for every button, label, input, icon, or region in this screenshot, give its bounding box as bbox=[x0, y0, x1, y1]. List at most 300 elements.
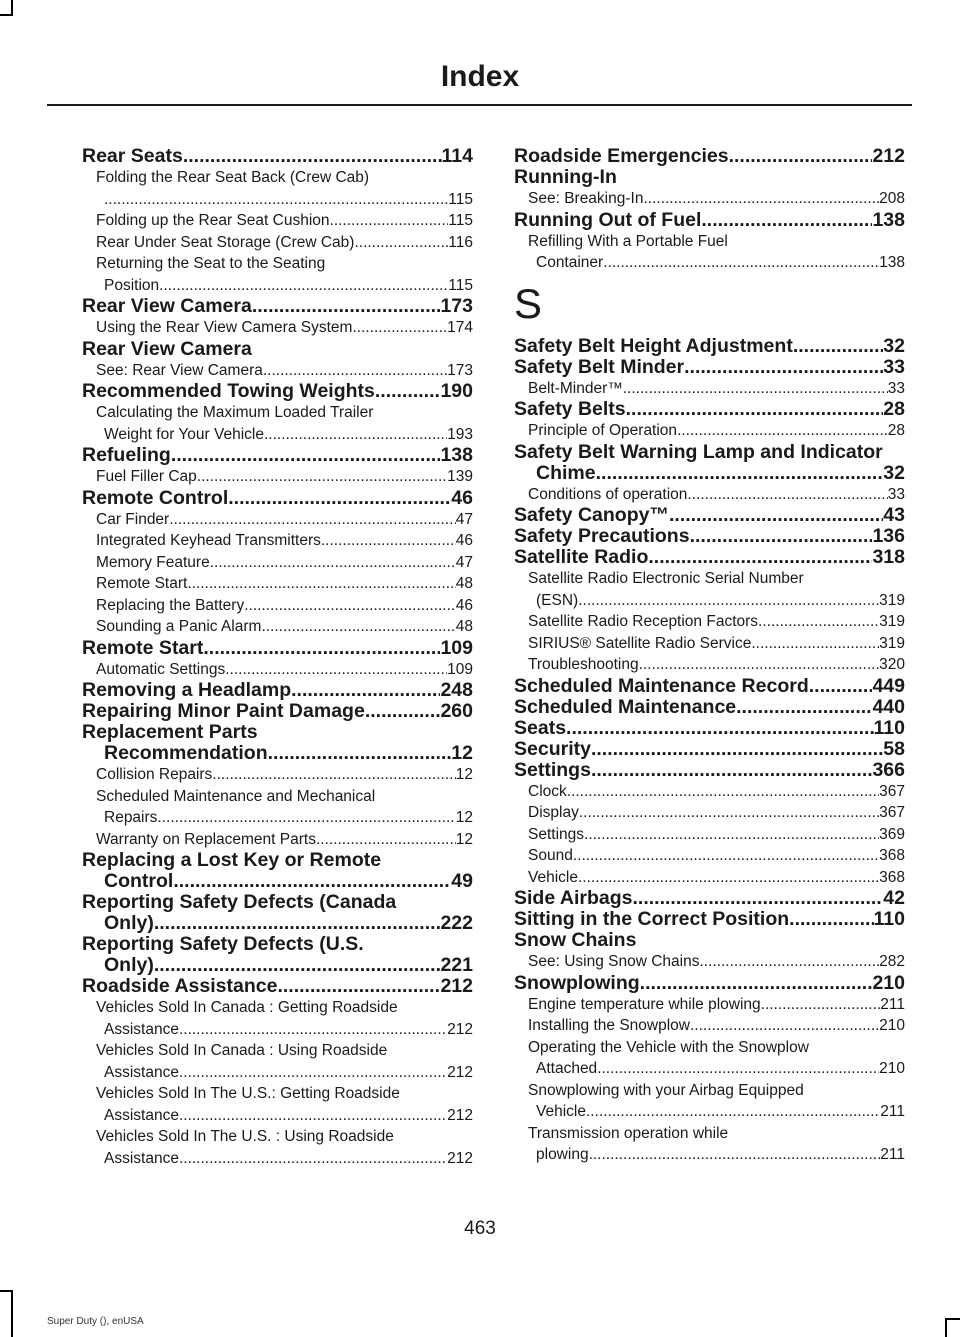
dot-leader bbox=[179, 1148, 447, 1170]
page-reference: 110 bbox=[873, 908, 905, 930]
dot-leader bbox=[789, 909, 873, 930]
page-reference: 222 bbox=[440, 912, 473, 934]
entry-text: Installing the Snowplow bbox=[528, 1017, 690, 1034]
entry-text: Folding up the Rear Seat Cushion bbox=[96, 212, 330, 229]
page-reference: 33 bbox=[887, 379, 905, 397]
entry-text: Display bbox=[528, 804, 579, 821]
entry-text: See: Rear View Camera bbox=[96, 361, 263, 379]
entry-text: Sound bbox=[528, 847, 573, 864]
dot-leader bbox=[154, 955, 441, 976]
index-subentry bbox=[514, 951, 905, 973]
index-subentry bbox=[514, 611, 905, 633]
index-subentry bbox=[514, 590, 905, 612]
index-subentry: Refilling With a Portable Fuel bbox=[528, 232, 728, 250]
page-reference: 369 bbox=[879, 825, 905, 843]
dot-leader bbox=[591, 739, 883, 760]
page-reference: 46 bbox=[455, 596, 473, 614]
index-subentry bbox=[82, 466, 473, 488]
dot-leader bbox=[648, 547, 872, 568]
index-entry bbox=[514, 146, 905, 167]
index-entry bbox=[514, 357, 905, 378]
page-reference: 48 bbox=[455, 575, 473, 592]
index-entry: Snow Chains bbox=[514, 929, 637, 951]
index-entry bbox=[82, 381, 473, 402]
index-entry bbox=[82, 976, 473, 997]
entry-text: Remote Start bbox=[96, 575, 188, 592]
entry-text: Integrated Keyhead Transmitters bbox=[96, 532, 321, 549]
page-reference: 32 bbox=[883, 461, 905, 484]
page-reference: 368 bbox=[879, 868, 905, 886]
entry-text: Attached bbox=[536, 1060, 598, 1077]
page-reference: 114 bbox=[441, 145, 473, 167]
entry-text: Engine temperature while plowing bbox=[528, 995, 761, 1013]
dot-leader bbox=[603, 252, 879, 274]
entry-text: Troubleshooting bbox=[528, 656, 639, 673]
page-reference: 138 bbox=[879, 254, 905, 271]
entry-text: Belt-Minder™ bbox=[528, 379, 623, 397]
dot-leader bbox=[179, 1105, 447, 1127]
index-subentry bbox=[82, 764, 473, 786]
crop-mark-bottom-right-horizontal bbox=[945, 1318, 960, 1320]
page-reference: 211 bbox=[880, 1103, 905, 1120]
page-reference: 47 bbox=[455, 510, 473, 528]
dot-leader bbox=[203, 638, 440, 659]
entry-text: Scheduled Maintenance Record bbox=[514, 674, 809, 697]
index-entry bbox=[514, 739, 905, 760]
page-reference: 212 bbox=[447, 1106, 473, 1124]
index-entry bbox=[514, 336, 905, 357]
page-reference: 173 bbox=[447, 361, 473, 379]
index-subentry: Returning the Seat to the Seating bbox=[96, 255, 326, 272]
page-reference: 12 bbox=[451, 742, 473, 764]
index-subentry bbox=[82, 1019, 473, 1041]
dot-leader bbox=[690, 526, 873, 547]
page-reference: 174 bbox=[447, 319, 473, 336]
dot-leader bbox=[375, 381, 441, 402]
entry-text: Assistance bbox=[104, 1149, 179, 1167]
dot-leader bbox=[225, 659, 447, 681]
page-reference: 33 bbox=[883, 355, 905, 378]
index-subentry bbox=[514, 1101, 905, 1123]
index-subentry bbox=[514, 633, 905, 655]
page-reference: 43 bbox=[883, 504, 905, 526]
index-subentry bbox=[82, 275, 473, 297]
index-subentry bbox=[514, 420, 905, 442]
index-subentry bbox=[82, 530, 473, 552]
index-section-letter: S bbox=[514, 279, 543, 327]
index-subentry bbox=[514, 1144, 905, 1166]
index-entry: Rear View Camera bbox=[82, 337, 252, 360]
entry-text: Repairing Minor Paint Damage bbox=[82, 700, 365, 722]
index-subentry bbox=[82, 509, 473, 531]
entry-text: SIRIUS® Satellite Radio Service bbox=[528, 634, 752, 652]
entry-text: Automatic Settings bbox=[96, 660, 226, 678]
index-entry bbox=[514, 505, 905, 526]
dot-leader bbox=[643, 188, 879, 210]
entry-text: Security bbox=[514, 737, 591, 760]
index-subentry bbox=[82, 1062, 473, 1084]
index-subentry bbox=[82, 807, 473, 829]
page-reference: 139 bbox=[447, 468, 473, 485]
page-reference: 440 bbox=[872, 695, 905, 718]
page-reference: 449 bbox=[872, 674, 905, 697]
index-subentry: Vehicles Sold In The U.S.: Getting Roadside bbox=[96, 1085, 400, 1102]
dot-leader bbox=[736, 697, 872, 718]
index-entry: Running-In bbox=[514, 166, 617, 188]
index-subentry: Calculating the Maximum Loaded Trailer bbox=[96, 404, 374, 421]
dot-leader bbox=[597, 1058, 879, 1080]
index-entry bbox=[514, 676, 905, 697]
entry-text: Roadside Emergencies bbox=[514, 145, 729, 167]
page-reference: 248 bbox=[440, 679, 473, 701]
dot-leader bbox=[169, 509, 456, 531]
dot-leader bbox=[157, 807, 455, 829]
entry-text: Memory Feature bbox=[96, 553, 210, 571]
dot-leader bbox=[640, 973, 873, 994]
page-reference: 221 bbox=[440, 954, 473, 976]
entry-text: plowing bbox=[536, 1146, 589, 1163]
footer-text: Super Duty (), enUSA bbox=[47, 1316, 144, 1327]
entry-text: Repairs bbox=[104, 809, 158, 826]
page-reference: 115 bbox=[448, 276, 473, 294]
page-reference: 28 bbox=[887, 422, 905, 439]
page-reference: 193 bbox=[447, 425, 473, 443]
entry-text: (ESN) bbox=[536, 591, 579, 609]
page-reference: 282 bbox=[879, 953, 905, 970]
page-reference: 212 bbox=[447, 1063, 473, 1081]
index-entry: Reporting Safety Defects (Canada bbox=[82, 891, 397, 913]
page-reference: 47 bbox=[455, 553, 473, 571]
index-entry bbox=[82, 955, 473, 976]
index-subentry bbox=[514, 484, 905, 506]
index-subentry: Satellite Radio Electronic Serial Number bbox=[528, 570, 804, 587]
dot-leader bbox=[365, 701, 441, 722]
index-subentry bbox=[514, 654, 905, 676]
index-entry bbox=[82, 445, 473, 466]
entry-text: Snowplowing bbox=[514, 971, 640, 994]
entry-text: Safety Canopy™ bbox=[514, 504, 669, 526]
index-subentry bbox=[514, 1058, 905, 1080]
dot-leader bbox=[596, 463, 884, 484]
entry-text: Sitting in the Correct Position bbox=[514, 908, 790, 930]
page-reference: 366 bbox=[872, 758, 905, 781]
dot-leader bbox=[268, 743, 452, 764]
dot-leader bbox=[793, 336, 883, 357]
index-entry bbox=[514, 973, 905, 994]
dot-leader bbox=[632, 888, 883, 909]
page-reference: 210 bbox=[879, 1060, 905, 1077]
index-entry: Replacement Parts bbox=[82, 721, 258, 743]
dot-leader bbox=[183, 146, 442, 167]
entry-text: Satellite Radio Reception Factors bbox=[528, 613, 759, 630]
entry-text: Rear Seats bbox=[82, 145, 183, 167]
index-subentry bbox=[82, 210, 473, 232]
dot-leader bbox=[584, 824, 879, 846]
entry-text: Clock bbox=[528, 782, 567, 800]
page-reference: 212 bbox=[440, 975, 473, 997]
entry-text: Conditions of operation bbox=[528, 485, 688, 503]
page-reference: 136 bbox=[872, 525, 905, 547]
entry-text: Position bbox=[104, 276, 160, 294]
page-reference: 208 bbox=[879, 190, 905, 207]
index-entry bbox=[514, 547, 905, 568]
entry-text: Sounding a Panic Alarm bbox=[96, 618, 262, 635]
dot-leader bbox=[699, 951, 879, 973]
index-subentry bbox=[514, 378, 905, 400]
index-entry bbox=[82, 871, 473, 892]
dot-leader bbox=[261, 616, 455, 638]
page-reference: 138 bbox=[872, 208, 905, 231]
page-reference: 42 bbox=[883, 887, 905, 909]
index-column-right bbox=[514, 146, 905, 1166]
index-subentry: Transmission operation while bbox=[528, 1124, 729, 1142]
page-reference: 28 bbox=[883, 398, 905, 420]
index-entry bbox=[514, 210, 905, 231]
index-entry: Safety Belt Warning Lamp and Indicator bbox=[514, 440, 883, 463]
entry-text: Weight for Your Vehicle bbox=[104, 425, 264, 443]
dot-leader bbox=[291, 680, 440, 701]
dot-leader bbox=[758, 611, 879, 633]
page-reference: 12 bbox=[455, 766, 473, 783]
dot-leader bbox=[701, 210, 872, 231]
index-entry bbox=[82, 913, 473, 934]
entry-text: Assistance bbox=[104, 1020, 179, 1038]
dot-leader bbox=[354, 232, 448, 254]
page-reference: 210 bbox=[879, 1017, 905, 1034]
entry-text: Using the Rear View Camera System bbox=[96, 319, 353, 336]
index-entry: Reporting Safety Defects (U.S. bbox=[82, 933, 364, 955]
page-reference: 46 bbox=[451, 486, 473, 509]
header-divider bbox=[47, 104, 912, 106]
page-reference: 210 bbox=[872, 971, 905, 994]
dot-leader bbox=[252, 296, 441, 317]
index-entry bbox=[82, 680, 473, 701]
dot-leader bbox=[566, 718, 873, 739]
index-subentry bbox=[82, 189, 473, 211]
index-subentry bbox=[82, 1148, 473, 1170]
index-subentry bbox=[82, 659, 473, 681]
dot-leader bbox=[677, 420, 888, 442]
page-reference: 319 bbox=[879, 613, 905, 630]
crop-mark-bottom-right bbox=[945, 1318, 947, 1337]
entry-text: Container bbox=[536, 254, 604, 271]
page-reference: 212 bbox=[872, 145, 905, 167]
crop-mark-bottom-left-horizontal bbox=[0, 1290, 13, 1292]
index-entry bbox=[514, 526, 905, 547]
page-reference: 320 bbox=[879, 656, 905, 673]
index-subentry bbox=[514, 867, 905, 889]
page-reference: 319 bbox=[879, 591, 905, 609]
dot-leader bbox=[761, 994, 881, 1016]
dot-leader bbox=[623, 378, 888, 400]
entry-text: Running Out of Fuel bbox=[514, 208, 702, 231]
entry-text: Warranty on Replacement Parts bbox=[96, 830, 316, 848]
dot-leader bbox=[729, 146, 873, 167]
index-subentry bbox=[82, 552, 473, 574]
dot-leader bbox=[228, 488, 451, 509]
dot-leader bbox=[809, 676, 873, 697]
dot-leader bbox=[573, 845, 879, 867]
dot-leader bbox=[212, 764, 455, 786]
dot-leader bbox=[352, 317, 447, 339]
page-reference: 190 bbox=[440, 380, 473, 402]
dot-leader bbox=[104, 189, 448, 211]
entry-text: Safety Belt Minder bbox=[514, 355, 685, 378]
page-reference: 32 bbox=[883, 334, 905, 357]
dot-leader bbox=[171, 445, 441, 466]
entry-text: Settings bbox=[514, 758, 591, 781]
dot-leader bbox=[687, 484, 887, 506]
entry-text: Principle of Operation bbox=[528, 422, 678, 439]
index-subentry bbox=[82, 829, 473, 851]
index-subentry bbox=[82, 317, 473, 339]
dot-leader bbox=[591, 760, 873, 781]
entry-text: Roadside Assistance bbox=[82, 975, 278, 997]
page-reference: 212 bbox=[447, 1020, 473, 1038]
crop-mark-bottom-left bbox=[11, 1290, 13, 1337]
index-subentry bbox=[82, 232, 473, 254]
entry-text: Assistance bbox=[104, 1063, 179, 1081]
dot-leader bbox=[277, 976, 440, 997]
page-reference: 211 bbox=[880, 1146, 905, 1163]
crop-mark-top-horizontal bbox=[0, 14, 13, 16]
index-entry bbox=[82, 296, 473, 317]
entry-text: Safety Belt Height Adjustment bbox=[514, 334, 793, 357]
index-subentry bbox=[514, 845, 905, 867]
page-reference: 109 bbox=[447, 660, 473, 678]
index-entry bbox=[514, 399, 905, 420]
dot-leader bbox=[187, 573, 455, 595]
page-title: Index bbox=[440, 60, 520, 93]
crop-mark-top bbox=[11, 0, 13, 14]
index-entry bbox=[82, 488, 473, 509]
page-reference: 211 bbox=[880, 995, 905, 1013]
dot-leader bbox=[321, 530, 456, 552]
index-subentry bbox=[514, 1015, 905, 1037]
page-reference: 367 bbox=[879, 804, 905, 821]
dot-leader bbox=[669, 505, 883, 526]
dot-leader bbox=[316, 829, 456, 851]
page-number: 463 bbox=[464, 1218, 496, 1239]
index-subentry: Scheduled Maintenance and Mechanical bbox=[96, 787, 376, 805]
page-reference: 12 bbox=[455, 809, 473, 826]
index-subentry: Snowplowing with your Airbag Equipped bbox=[528, 1081, 804, 1099]
index-subentry bbox=[82, 424, 473, 446]
index-entry bbox=[82, 146, 473, 167]
index-subentry bbox=[82, 595, 473, 617]
page-reference: 212 bbox=[447, 1149, 473, 1167]
dot-leader bbox=[244, 595, 456, 617]
page-reference: 116 bbox=[448, 233, 473, 251]
entry-text: Rear Under Seat Storage (Crew Cab) bbox=[96, 233, 355, 251]
page-reference: 109 bbox=[440, 636, 473, 659]
index-subentry: Vehicles Sold In The U.S. : Using Roadside bbox=[96, 1128, 394, 1145]
entry-text: Chime bbox=[536, 461, 596, 484]
dot-leader bbox=[264, 424, 447, 446]
index-subentry bbox=[514, 824, 905, 846]
index-subentry bbox=[514, 781, 905, 803]
dot-leader bbox=[173, 871, 451, 892]
page-reference: 318 bbox=[872, 546, 905, 568]
index-subentry bbox=[514, 188, 905, 210]
dot-leader bbox=[639, 654, 880, 676]
entry-text: Scheduled Maintenance bbox=[514, 695, 737, 718]
index-entry bbox=[514, 697, 905, 718]
index-subentry bbox=[514, 994, 905, 1016]
entry-text: Assistance bbox=[104, 1106, 179, 1124]
dot-leader bbox=[589, 1144, 881, 1166]
entry-text: Satellite Radio bbox=[514, 546, 649, 568]
entry-text: Only) bbox=[104, 954, 154, 976]
page-reference: 12 bbox=[455, 830, 473, 848]
page-reference: 368 bbox=[879, 847, 905, 864]
entry-text: Car Finder bbox=[96, 510, 170, 528]
index-column-left bbox=[82, 146, 473, 1169]
index-subentry bbox=[82, 616, 473, 638]
entry-text: Collision Repairs bbox=[96, 766, 213, 783]
page-reference: 138 bbox=[440, 444, 473, 466]
entry-text: Control bbox=[104, 870, 174, 892]
dot-leader bbox=[179, 1062, 447, 1084]
page-reference: 58 bbox=[883, 737, 905, 760]
entry-text: Safety Precautions bbox=[514, 525, 690, 547]
entry-text: Recommendation bbox=[104, 742, 268, 764]
page-reference: 48 bbox=[455, 618, 473, 635]
page-reference: 110 bbox=[873, 716, 905, 739]
dot-leader bbox=[690, 1015, 879, 1037]
dot-leader bbox=[751, 633, 879, 655]
entry-text: See: Breaking-In bbox=[528, 190, 644, 207]
index-subentry: Vehicles Sold In Canada : Getting Roadside bbox=[96, 999, 398, 1016]
index-subentry bbox=[82, 360, 473, 382]
dot-leader bbox=[330, 210, 449, 232]
dot-leader bbox=[179, 1019, 447, 1041]
index-subentry bbox=[82, 1105, 473, 1127]
index-entry bbox=[514, 760, 905, 781]
index-subentry bbox=[82, 573, 473, 595]
entry-text: Vehicle bbox=[528, 868, 578, 886]
entry-text: Seats bbox=[514, 716, 567, 739]
dot-leader bbox=[197, 466, 447, 488]
dot-leader bbox=[579, 802, 879, 824]
dot-leader bbox=[154, 913, 441, 934]
entry-text: Safety Belts bbox=[514, 398, 626, 420]
index-entry: Replacing a Lost Key or Remote bbox=[82, 849, 382, 871]
entry-text: Side Airbags bbox=[514, 887, 633, 909]
page-reference: 115 bbox=[448, 190, 473, 208]
page-reference: 260 bbox=[440, 700, 473, 722]
dot-leader bbox=[159, 275, 448, 297]
dot-leader bbox=[626, 399, 884, 420]
page-reference: 319 bbox=[879, 634, 905, 652]
entry-text: See: Using Snow Chains bbox=[528, 953, 700, 970]
index-entry bbox=[82, 701, 473, 722]
index-subentry bbox=[514, 252, 905, 274]
entry-text: Refueling bbox=[82, 444, 171, 466]
dot-leader bbox=[567, 781, 879, 803]
index-entry bbox=[82, 638, 473, 659]
entry-text: Vehicle bbox=[536, 1103, 586, 1120]
dot-leader bbox=[586, 1101, 880, 1123]
dot-leader bbox=[684, 357, 883, 378]
index-entry bbox=[514, 463, 905, 484]
entry-text: Removing a Headlamp bbox=[82, 679, 292, 701]
dot-leader bbox=[263, 360, 447, 382]
index-subentry: Operating the Vehicle with the Snowplow bbox=[528, 1038, 809, 1056]
index-subentry: Vehicles Sold In Canada : Using Roadside bbox=[96, 1042, 388, 1059]
dot-leader bbox=[578, 590, 879, 612]
page-reference: 33 bbox=[887, 485, 905, 503]
